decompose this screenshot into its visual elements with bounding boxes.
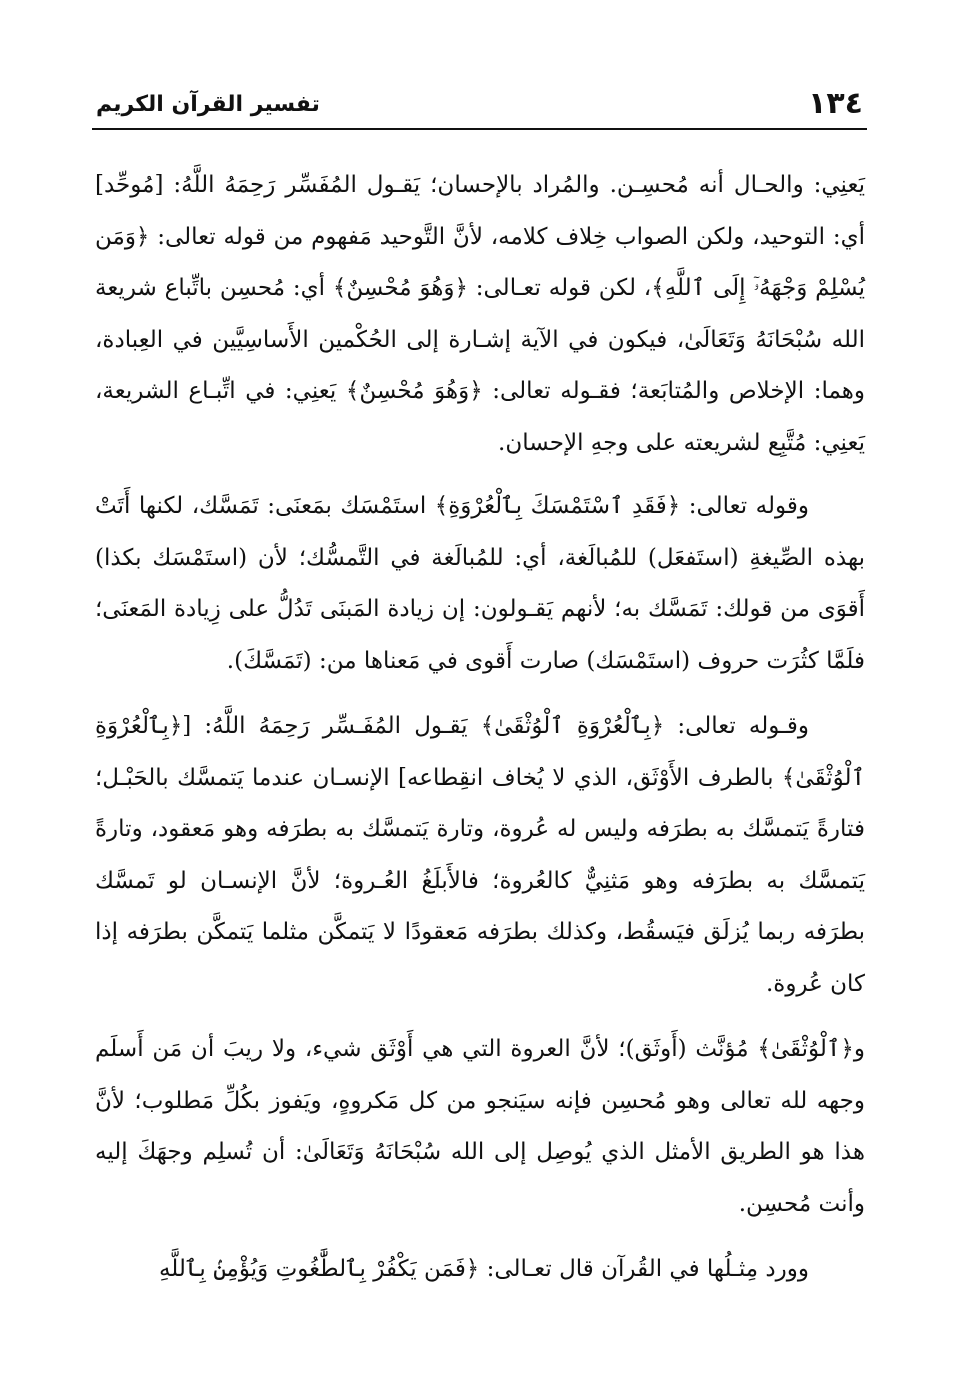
paragraph: وورد مِثـلُها في القُرآن قال تعـالى: ﴿فَمَن يَكْفُرْ بِٱلطَّٰغُوتِ وَيُؤْمِنۢ بِٱللَّهِ xyxy=(158,1256,809,1282)
paragraph: يَعنِي: والحـال أنه مُحسِـن. والمُراد بالإحسان؛ يَقـول المُفَسِّر رَحِمَهُ اللَّهُ: [مُوحِّد] أي: التوحيد، ولكن الصواب خِلاف كلامه، لأنَّ التَّوحيد مَفهوم من قوله تعالى: ﴿وَمَن يُسْلِمْ وَجْهَهُۥٓ إِلَى ٱللَّهِ﴾، لكن قوله تعـالى: ﴿وَهُوَ مُحْسِنٌ﴾ أي: مُحسِن باتِّباع شريعة الله سُبْحَانَهُ وَتَعَالَىٰ، فيكون في الآية إشـارة إلى الحُكْمين الأَساسِيَّين في العِبادة، وهما: الإخلاص والمُتابَعة؛ فقـوله تعالى: ﴿وَهُوَ مُحْسِنٌ﴾ يَعنِي: في اتِّبـاع الشريعة، يَعنِي: مُتَّبِع لشريعته على وجهِ الإحسان. xyxy=(95,172,865,456)
page-number: ١٣٤ xyxy=(808,86,863,121)
running-title: تفسير القرآن الكريم xyxy=(96,92,320,117)
body-text xyxy=(95,160,865,1310)
paragraph: وقوله تعالى: ﴿فَقَدِ ٱسْتَمْسَكَ بِٱلْعُرْوَةِ﴾ استَمْسَك بمَعنَى: تَمَسَّك، لكنها أَتَتْ بهذه الصِّيغةِ (استَفعَل) للمُبالَغة، أي: للمُبالَغة في التَّمسُّك؛ لأن (استَمْسَك بكذا) أَقوَى من قولك: تَمَسَّك به؛ لأنهم يَقـولون: إن زيادة المَبنَى تَدُلُّ على زِيادة المَعنَى؛ فلَمَّا كثُرَت حروف (استَمْسَك) صارت أَقوى في مَعناها من: (تَمَسَّكَ). xyxy=(95,493,865,674)
paragraph: و﴿ٱلْوُثْقَىٰ﴾ مُؤنَّث (أَوثَق)؛ لأنَّ العروة التي هي أَوْثَق شيء، ولا ريبَ أن مَن أَسلَم وجهه لله تعالى وهو مُحسِن فإنه سيَنجو من كل مَكروهٍ، ويَفوز بكُلِّ مَطلوب؛ لأنَّ هذا هو الطريق الأمثل الذي يُوصِل إلى الله سُبْحَانَهُ وَتَعَالَىٰ: أن تُسلِم وجهَكَ إليه وأنت مُحسِن. xyxy=(95,1036,865,1217)
paragraph: وقـوله تعالى: ﴿بِٱلْعُرْوَةِ ٱلْوُثْقَىٰ﴾ يَقـول المُفَـسِّر رَحِمَهُ اللَّهُ: [﴿بِٱلْعُرْوَةِ ٱلْوُثْقَىٰ﴾ بالطرف الأَوْثَق، الذي لا يُخاف انقِطاعه] الإنسـان عندما يَتمسَّك بالحَبْـل؛ فتارةً يَتمسَّك به بطرَفه وليس له عُروة، وتارة يَتمسَّك به بطرَفه وهو مَعقود، وتارةً يَتمسَّك به بطرَفه وهو مَثنِيٌّ كالعُروة؛ فالأَبلَغُ العُـروة؛ لأنَّ الإنسـان لو تَمسَّك بطرَفه ربما يُزلَق فيَسقُط، وكذلك بطرَفه مَعقودًا لا يَتمكَّن مثلما يَتمكَّن بطرَفه إذا كان عُروة. xyxy=(95,713,865,997)
page-header xyxy=(92,84,867,130)
